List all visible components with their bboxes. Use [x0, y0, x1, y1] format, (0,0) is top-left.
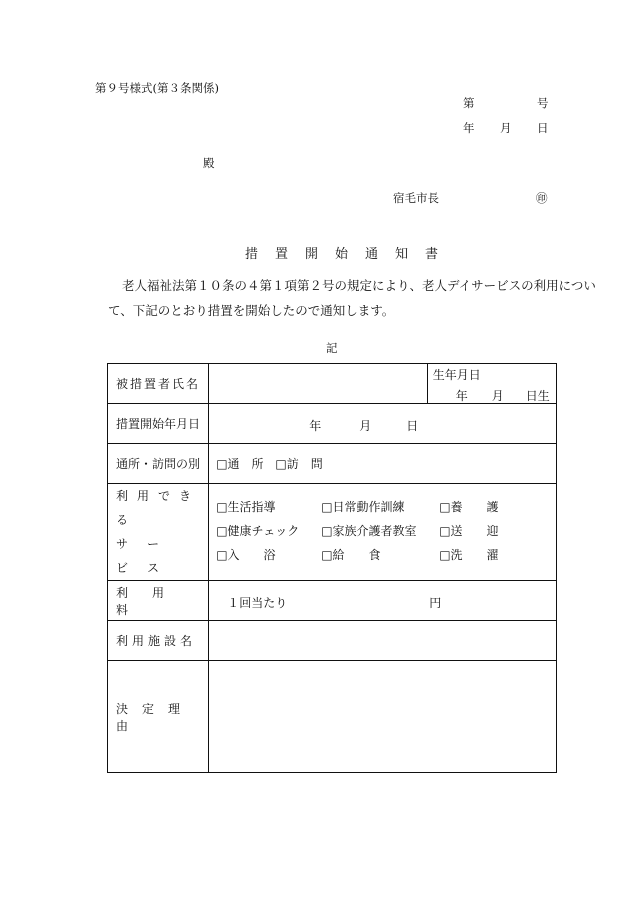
- seal-mark: ㊞: [536, 191, 548, 205]
- birth-day: 日生: [525, 389, 550, 403]
- service-options-cell: [209, 484, 557, 581]
- type-label-cell: [108, 444, 209, 484]
- facility-label: 利用施設名: [116, 634, 197, 648]
- fee-unit: 円: [429, 595, 442, 610]
- addressee-honorific: 殿: [203, 156, 215, 170]
- birth-cell[interactable]: [427, 364, 556, 404]
- service-label-cell: [108, 484, 209, 581]
- service-option[interactable]: □家族介護者教室: [321, 524, 417, 538]
- row-fee: [108, 581, 557, 621]
- date-day: 日: [537, 121, 549, 135]
- issuer-name: 宿毛市長: [393, 191, 439, 205]
- name-value-cell[interactable]: [209, 364, 428, 404]
- birth-label: 生年月日: [432, 368, 481, 382]
- row-reason: [108, 661, 557, 773]
- fee-label-cell: [108, 581, 209, 621]
- start-label: 措置開始年月日: [116, 417, 201, 431]
- fee-per-use: １回当たり: [227, 595, 288, 610]
- name-label: 被措置者氏名: [116, 377, 201, 391]
- document-title: 措置開始通知書: [245, 247, 456, 262]
- birth-month: 月: [491, 389, 504, 403]
- reason-value-cell[interactable]: [209, 661, 557, 773]
- form-number: 第９号様式(第３条関係): [95, 81, 219, 95]
- row-name: [108, 364, 557, 404]
- service-option[interactable]: □入 浴: [216, 548, 276, 562]
- service-label-line-2: サービス: [116, 537, 179, 575]
- type-label: 通所・訪問の別: [116, 457, 201, 471]
- service-label-line-1: 利用できる: [116, 489, 201, 527]
- fee-label: 利用料: [116, 585, 189, 617]
- notice-form-table: [107, 363, 557, 773]
- start-day: 日: [406, 418, 419, 433]
- facility-value-cell[interactable]: [209, 621, 557, 661]
- reason-label: 決定理由: [116, 701, 195, 733]
- service-option[interactable]: □養 護: [439, 500, 499, 514]
- fee-value-cell[interactable]: [209, 581, 557, 621]
- body-line-2: て、下記のとおり措置を開始したので通知します。: [108, 303, 395, 318]
- start-label-cell: [108, 404, 209, 444]
- body-line-1: 老人福祉法第１０条の４第１項第２号の規定により、老人デイサービスの利用につい: [122, 278, 596, 293]
- facility-label-cell: [108, 621, 209, 661]
- type-option-home-visit[interactable]: □訪 問: [275, 457, 323, 471]
- service-option[interactable]: □洗 濯: [439, 548, 499, 562]
- date-month: 月: [500, 121, 512, 135]
- doc-no-prefix: 第: [463, 96, 475, 110]
- reason-label-cell: [108, 661, 209, 773]
- service-option[interactable]: □給 食: [321, 548, 381, 562]
- start-value-cell[interactable]: [209, 404, 557, 444]
- row-facility: [108, 621, 557, 661]
- start-month: 月: [359, 418, 372, 433]
- service-option[interactable]: □生活指導: [216, 500, 276, 514]
- date-year: 年: [463, 121, 475, 135]
- type-value-cell: [209, 444, 557, 484]
- doc-no-suffix: 号: [537, 96, 549, 110]
- birth-year: 年: [455, 389, 468, 403]
- type-option-visit-center[interactable]: □通 所: [216, 457, 264, 471]
- row-services: [108, 484, 557, 581]
- ki-heading: 記: [326, 341, 338, 355]
- name-label-cell: [108, 364, 209, 404]
- service-option[interactable]: □日常動作訓練: [321, 500, 405, 514]
- service-option[interactable]: □送 迎: [439, 524, 499, 538]
- start-year: 年: [309, 418, 322, 433]
- row-type: [108, 444, 557, 484]
- service-option[interactable]: □健康チェック: [216, 524, 300, 538]
- row-start-date: [108, 404, 557, 444]
